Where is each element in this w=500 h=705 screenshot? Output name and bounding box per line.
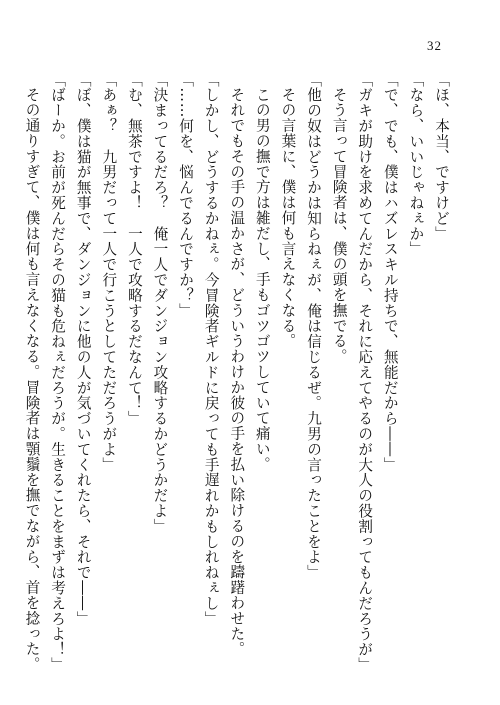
page-number: 32 (427, 38, 442, 53)
text-line: 「しかし、どうするかねぇ。今冒険者ギルドに戻っても手遅れかもしれねぇし」 (202, 72, 220, 627)
text-line: 「ほ、本当、ですけど」 (433, 72, 450, 242)
text-line: 「他の奴はどうかは知らねぇが、俺は信じるぜ。九男の言ったことをよ」 (305, 72, 323, 581)
text-line: 「ぼ、僕は猫が無事で、ダンジョンに他の人が気づいてくれたら、それで――」 (74, 72, 92, 627)
text-line: 「あぁ？ 九男だって一人で行こうとしてただろうがよ」 (100, 72, 118, 473)
text-line: この男の撫で方は雑だし、手もゴツゴツしていて痛い。 (253, 86, 271, 472)
text-line: そう言って冒険者は、僕の頭を撫でる。 (330, 86, 348, 364)
text-line: 「決まってるだろ？ 俺一人でダンジョン攻略するかどうかだよ」 (151, 72, 169, 534)
vertical-text-body (23, 72, 454, 673)
text-line: その言葉に、僕は何も言えなくなる。 (279, 86, 297, 349)
text-line: それでもその手の温かさが、どういうわけか彼の手を払い除けるのを躊躇わせた。 (228, 86, 246, 657)
text-line: 「ガキが助けを求めてんだから、それに応えてやるのが大人の役割ってもんだろうが」 (356, 72, 374, 673)
text-line: 「ばーか。お前が死んだらその猫も危ねぇだろうが。生きることをまずは考えろよ！」 (49, 72, 67, 673)
text-line: 「で、でも、僕はハズレスキル持ちで、無能だから――」 (381, 72, 399, 473)
text-line: 「なら、いいじゃねぇか」 (407, 72, 425, 257)
text-line: 「……何を、悩んでるんですか？」 (177, 72, 195, 319)
text-line: その通りすぎて、僕は何も言えなくなる。冒険者は顎鬚を撫でながら、首を捻った。 (23, 86, 41, 672)
text-line: 「む、無茶ですよ！ 一人で攻略するだなんて！」 (125, 72, 143, 427)
